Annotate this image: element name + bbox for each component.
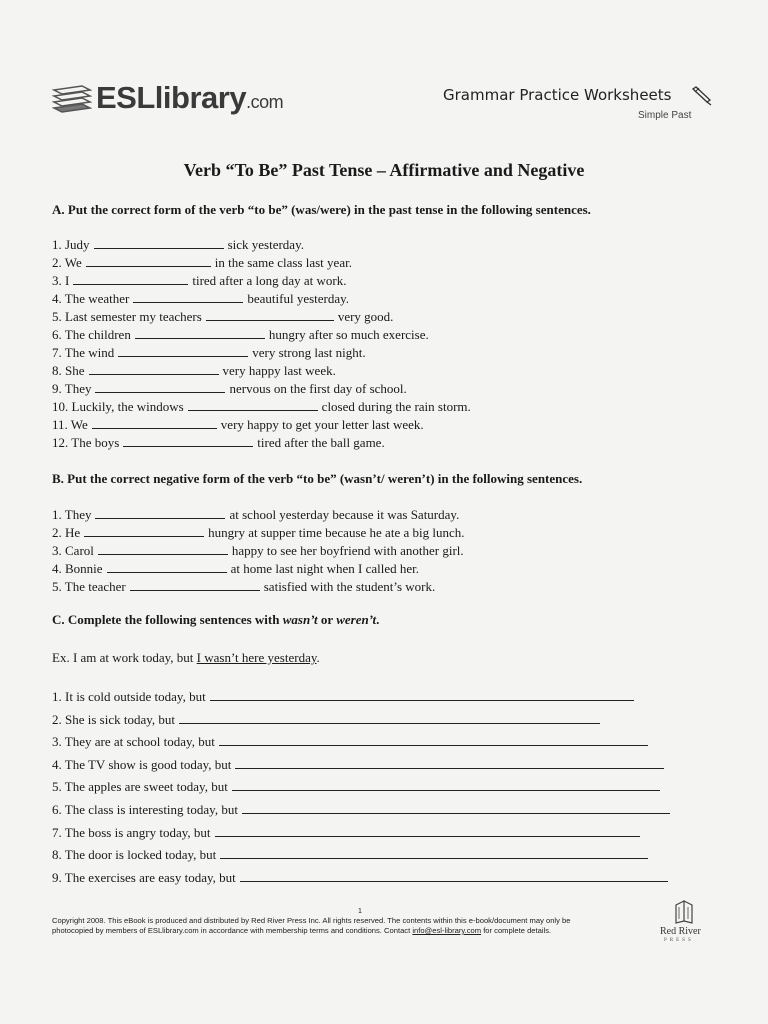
answer-line[interactable] (240, 869, 668, 882)
sentence-start: 9. They (52, 381, 92, 396)
sentence-prompt: 1. It is cold outside today, but (52, 689, 206, 704)
sentence-end: closed during the rain storm. (321, 399, 471, 414)
section-a-item-5 (52, 308, 393, 325)
sentence-end: happy to see her boyfriend with another girl. (231, 543, 464, 558)
answer-blank[interactable] (133, 290, 243, 303)
answer-blank[interactable] (98, 542, 228, 555)
answer-blank[interactable] (118, 344, 248, 357)
sentence-end: very strong last night. (252, 345, 366, 360)
section-c-item-8 (52, 846, 648, 863)
section-b-item-5 (52, 578, 435, 595)
sentence-start: 5. The teacher (52, 579, 126, 594)
sentence-prompt: 9. The exercises are easy today, but (52, 869, 236, 885)
esl-library-logo: ESLlibrary.com (96, 80, 284, 115)
sentence-end: tired after the ball game. (257, 435, 385, 450)
section-b-item-4 (52, 560, 419, 577)
section-c-item-4 (52, 756, 664, 773)
section-a-item-1 (52, 236, 304, 253)
pencil-icon (690, 84, 712, 106)
answer-line[interactable] (242, 801, 670, 814)
answer-blank[interactable] (107, 560, 227, 573)
sentence-prompt: 6. The class is interesting today, but (52, 802, 238, 817)
sentence-end: at home last night when I called her. (230, 561, 420, 576)
answer-line[interactable] (219, 733, 648, 746)
sentence-end: hungry after so much exercise. (268, 327, 429, 342)
section-b-item-3 (52, 542, 464, 559)
answer-line[interactable] (215, 824, 640, 837)
answer-line[interactable] (220, 846, 648, 859)
sentence-start: 5. Last semester my teachers (52, 309, 202, 324)
sentence-start: 10. Luckily, the windows (52, 399, 184, 414)
sentence-end: very good. (337, 309, 394, 324)
answer-blank[interactable] (95, 380, 225, 393)
section-b-heading: B. Put the correct negative form of the verb “to be” (wasn’t/ weren’t) in the following sentences. (52, 471, 583, 486)
answer-line[interactable] (179, 711, 600, 724)
section-a-item-9 (52, 380, 407, 397)
section-a-item-11 (52, 416, 424, 433)
section-c-item-6 (52, 801, 670, 818)
sentence-start: 2. He (52, 525, 81, 540)
sentence-start: 6. The children (52, 327, 131, 342)
sentence-end: very happy to get your letter last week. (220, 417, 424, 432)
section-c-item-5 (52, 778, 660, 795)
sentence-start: 1. They (52, 507, 92, 522)
contact-email-link[interactable]: info@esl-library.com (412, 926, 482, 935)
answer-blank[interactable] (95, 506, 225, 519)
section-c-item-2 (52, 711, 600, 728)
sentence-prompt: 8. The door is locked today, but (52, 847, 217, 863)
worksheet-subtitle: Simple Past (638, 110, 692, 121)
sentence-end: in the same class last year. (214, 255, 352, 270)
answer-blank[interactable] (84, 524, 204, 537)
answer-line[interactable] (210, 688, 634, 701)
section-a-item-6 (52, 326, 429, 343)
page-number: 1 (358, 908, 362, 915)
page-title: Verb “To Be” Past Tense – Affirmative and Negative (183, 160, 585, 180)
sentence-prompt: 7. The boss is angry today, but (52, 824, 211, 840)
section-b-item-1 (52, 506, 459, 523)
section-c-item-9 (52, 869, 668, 886)
book-stack-icon (52, 84, 92, 118)
sentence-end: satisfied with the student’s work. (263, 579, 436, 594)
sentence-prompt: 3. They are at school today, but (52, 734, 215, 750)
sentence-start: 2. We (52, 255, 82, 270)
answer-blank[interactable] (130, 578, 260, 591)
section-a-item-3 (52, 272, 346, 289)
red-river-press-logo-icon (672, 899, 696, 925)
sentence-start: 3. I (52, 273, 70, 288)
publisher-name: Red River (660, 926, 701, 937)
section-c-item-3 (52, 733, 648, 750)
sentence-prompt: 2. She is sick today, but (52, 711, 176, 727)
answer-line[interactable] (235, 756, 664, 769)
copyright-notice: Copyright 2008. This eBook is produced and distributed by Red River Press Inc. All rights reserved. The contents within this e-book/document may only be photocopied by members of ESLlibrary.com in accordance with membership terms and conditions. Contact info@esl-library.com for complete details. (52, 916, 571, 935)
sentence-start: 11. We (52, 417, 88, 432)
section-c-item-7 (52, 824, 640, 841)
section-b-item-2 (52, 524, 464, 541)
section-a-item-10 (52, 398, 471, 415)
answer-blank[interactable] (89, 362, 219, 375)
answer-line[interactable] (232, 778, 660, 791)
answer-blank[interactable] (73, 272, 188, 285)
section-a-heading: A. Put the correct form of the verb “to be” (was/were) in the past tense in the following sentences. (52, 202, 591, 217)
section-a-item-12 (52, 434, 385, 451)
worksheet-series-title: Grammar Practice Worksheets (443, 86, 672, 104)
sentence-prompt: 4. The TV show is good today, but (52, 756, 232, 772)
sentence-end: nervous on the first day of school. (229, 381, 407, 396)
sentence-end: very happy last week. (222, 363, 336, 378)
sentence-start: 7. The wind (52, 345, 115, 360)
section-c-example: Ex. I am at work today, but I wasn’t here yesterday. (52, 650, 320, 665)
sentence-end: beautiful yesterday. (247, 291, 350, 306)
answer-blank[interactable] (92, 416, 217, 429)
answer-blank[interactable] (86, 254, 211, 267)
sentence-start: 8. She (52, 363, 85, 378)
section-c-heading: C. Complete the following sentences with wasn’t or weren’t. (52, 612, 380, 627)
answer-blank[interactable] (123, 434, 253, 447)
section-c-item-1 (52, 688, 634, 705)
section-a-item-2 (52, 254, 352, 271)
answer-blank[interactable] (188, 398, 318, 411)
sentence-start: 12. The boys (52, 435, 120, 450)
sentence-end: tired after a long day at work. (192, 273, 347, 288)
publisher-subtitle: PRESS (664, 938, 694, 943)
section-a-item-7 (52, 344, 366, 361)
sentence-start: 1. Judy (52, 237, 90, 252)
sentence-end: at school yesterday because it was Saturday. (229, 507, 460, 522)
answer-blank[interactable] (206, 308, 334, 321)
section-a-item-8 (52, 362, 336, 379)
sentence-end: sick yesterday. (227, 237, 304, 252)
sentence-start: 3. Carol (52, 543, 94, 558)
sentence-prompt: 5. The apples are sweet today, but (52, 779, 228, 795)
answer-blank[interactable] (94, 236, 224, 249)
sentence-end: hungry at supper time because he ate a big lunch. (208, 525, 465, 540)
sentence-start: 4. Bonnie (52, 561, 103, 576)
sentence-start: 4. The weather (52, 291, 130, 306)
answer-blank[interactable] (135, 326, 265, 339)
section-a-item-4 (52, 290, 349, 307)
